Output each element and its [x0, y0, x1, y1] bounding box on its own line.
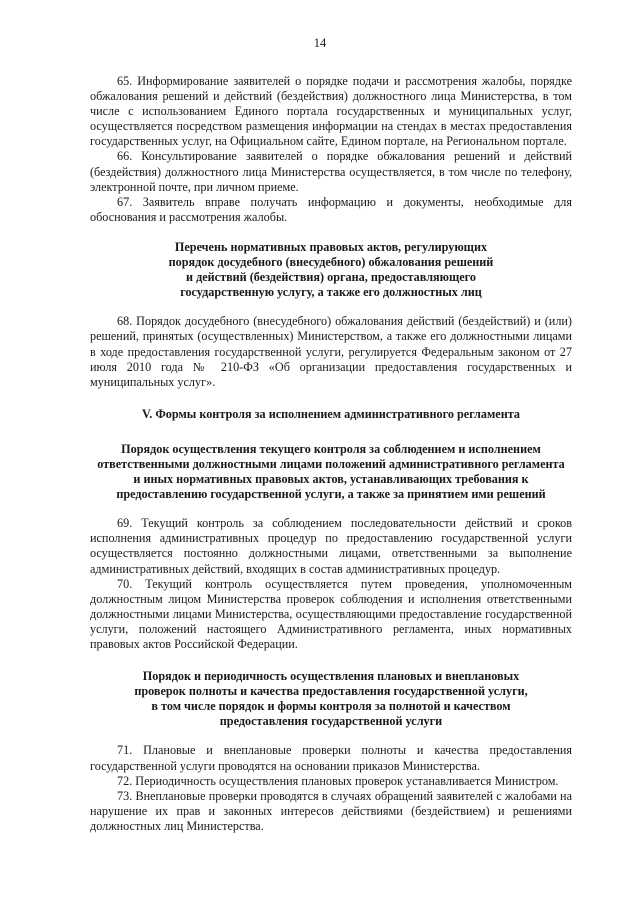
paragraph-72: 72. Периодичность осуществления плановых проверок устанавливается Министром. — [117, 773, 559, 788]
paragraph-69: 69. Текущий контроль за соблюдением последовательности действий и сроков исполнения административных процедур по предоставлению государственной услуги осуществляется постоянно должностными лицами, ответственными за выполнение административных действий, входящих в состав административных процедур. — [90, 516, 572, 576]
paragraph-67: 67. Заявитель вправе получать информацию и документы, необходимые для обоснования и рассмотрения жалобы. — [90, 194, 572, 224]
paragraph-73: 73. Внеплановые проверки проводятся в случаях обращений заявителей с жалобами на нарушение их прав и законных интересов действиями (бездействием) и решениями должностных лиц Министерства. — [90, 788, 572, 833]
page-number: 14 — [313, 36, 327, 50]
heading-appeal-regulations: Перечень нормативных правовых актов, регулирующих порядок досудебного (внесудебного) обжалования решений и действий (бездействия) органа, предоставляющего государственную услугу, а также его должностных лиц — [168, 239, 494, 300]
paragraph-65: 65. Информирование заявителей о порядке подачи и рассмотрения жалобы, порядке обжалования решений и действий (бездействия) должностного лица Министерства, в том числе с использованием Единого портала государственных и муниципальных услуг, осуществляется посредством размещения информации на стендах в местах предоставления государственных услуг, на Официальном сайте, Едином портале, на Региональном портале. — [90, 74, 572, 149]
heading-inspections: Порядок и периодичность осуществления плановых и внеплановых проверок полноты и качества предоставления государственной услуги, в том числе порядок и формы контроля за полнотой и качеством предоставления государственной услуги — [134, 669, 528, 729]
paragraph-68: 68. Порядок досудебного (внесудебного) обжалования действий (бездействий) и (или) решений, принятых (осуществленных) Министерством, а также его должностными лицами в ходе предоставления государственной услуги, регулируется Федеральным законом от 27 июля 2010 года № 210-ФЗ «Об организации предоставления государственных и муниципальных услуг». — [90, 314, 572, 389]
paragraph-70: 70. Текущий контроль осуществляется путем проведения, уполномоченным должностным лицом Министерства проверок соблюдения и исполнения ответственными должностными лицами Министерства, осуществляющими предоставление государственной услуги, положений настоящего Административного регламента, иных нормативных правовых актов Российской Федерации. — [90, 576, 572, 651]
paragraph-71: 71. Плановые и внеплановые проверки полноты и качества предоставления государственной услуги проводятся на основании приказов Министерства. — [90, 743, 572, 773]
paragraph-66: 66. Консультирование заявителей о порядке обжалования решений и действий (бездействия) должностного лица Министерства осуществляется, в том числе по телефону, электронной почте, при личном приеме. — [90, 149, 572, 194]
document-body — [90, 74, 572, 834]
section-heading-v: V. Формы контроля за исполнением административного регламента — [142, 406, 520, 421]
heading-current-control: Порядок осуществления текущего контроля за соблюдением и исполнением ответственными должностными лицами положений административного регламента и иных нормативных правовых актов, устанавливающих требования к предоставлению государственной услуги, а также за принятием ими решений — [97, 441, 565, 502]
